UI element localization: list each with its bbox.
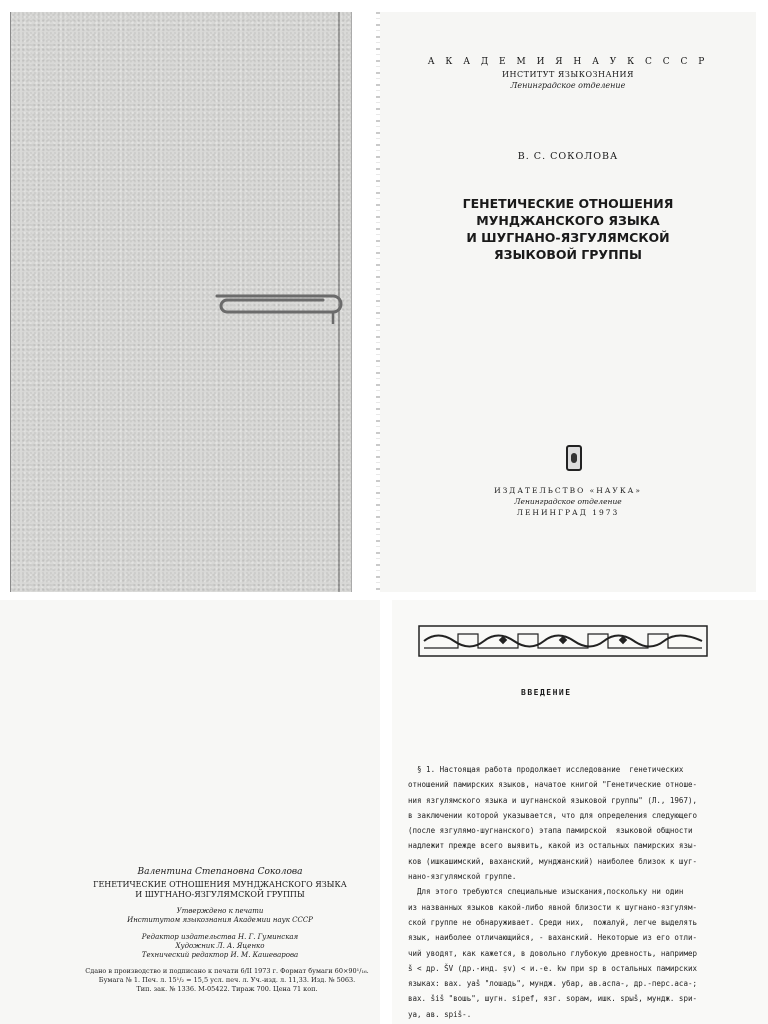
colophon-page bbox=[0, 600, 380, 1024]
publisher-branch: Ленинградское отделение bbox=[514, 497, 622, 506]
greek-key-ornament bbox=[418, 622, 708, 660]
title-line: ЯЗЫКОВОЙ ГРУППЫ bbox=[494, 247, 642, 262]
intro-line: уа, ав. spiš-. bbox=[408, 1009, 472, 1019]
paperclip-icon bbox=[205, 290, 345, 330]
approval-note bbox=[90, 907, 350, 925]
intro-line: ков (ишкашимский, ваханский, мунджанский) наиболее близок к шуг- bbox=[408, 856, 697, 866]
intro-line: š < др. ŠV (др.-инд. ṣv) < и.-е. kw при sp в остальных памирских bbox=[408, 963, 697, 973]
intro-line: чий уводят, как кажется, в довольно глубокую древность, например bbox=[408, 948, 697, 958]
print-line: Тип. зак. № 1336. М-05422. Тираж 700. Цена 71 коп. bbox=[136, 985, 318, 993]
intro-line: надлежит прежде всего выявить, какой из остальных памирских язы- bbox=[408, 841, 697, 851]
colophon-title bbox=[90, 880, 350, 900]
intro-line: из названных языков какой-либо явной близости к шугнано-язгулям- bbox=[408, 902, 697, 912]
title-line: И ШУГНАНО-ЯЗГУЛЯМСКОЙ bbox=[466, 230, 670, 245]
approval-line: Утверждено к печати bbox=[176, 907, 264, 915]
intro-line: в заключении которой указывается, что для определения следующего bbox=[408, 810, 697, 820]
publisher-name: ИЗДАТЕЛЬСТВО «НАУКА» bbox=[494, 486, 642, 495]
colophon-title-line: ГЕНЕТИЧЕСКИЕ ОТНОШЕНИЯ МУНДЖАНСКОГО ЯЗЫКА bbox=[93, 880, 347, 889]
print-line: Бумага № 1. Печ. л. 15¹/₂ = 15,5 усл. печ. л. Уч.-изд. л. 11,33. Изд. № 5063. bbox=[98, 976, 356, 984]
colophon-author: Валентина Степановна Соколова bbox=[137, 867, 303, 877]
intro-line: языках: вах. yaš "лошадь", мундж. yбар, ав.аспа-, др.-перс.аса-; bbox=[408, 979, 697, 989]
editor-line: Технический редактор И. М. Кашеварова bbox=[141, 951, 299, 959]
editor-line: Художник Л. А. Яценко bbox=[175, 942, 265, 950]
intro-line: отношений памирских языков, начатое книгой "Генетические отноше- bbox=[408, 780, 697, 790]
nauka-logo-icon bbox=[566, 445, 582, 471]
editor-line: Редактор издательства Н. Г. Гуминская bbox=[141, 933, 299, 941]
intro-line: язык, наиболее отличающийся, - ваханский. Некоторые из его отли- bbox=[408, 933, 697, 943]
colophon-title-line: И ШУГНАНО-ЯЗГУЛЯМСКОЙ ГРУППЫ bbox=[135, 890, 305, 899]
intro-line: ния язгулямского языка и шугнанской языковой группы" (Л., 1967), bbox=[408, 795, 697, 805]
print-details bbox=[82, 967, 372, 994]
city-year: ЛЕНИНГРАД 1973 bbox=[516, 508, 620, 517]
intro-line: нано-язгулямской группе. bbox=[408, 872, 517, 882]
editor-credits bbox=[90, 933, 350, 960]
intro-heading: ВВЕДЕНИЕ bbox=[521, 688, 572, 697]
print-line: Сдано в производство и подписано к печати 6/II 1973 г. Формат бумаги 60×90¹/₁₆. bbox=[85, 967, 369, 975]
author-name: В. С. СОКОЛОВА bbox=[517, 151, 619, 162]
title-line: ГЕНЕТИЧЕСКИЕ ОТНОШЕНИЯ bbox=[462, 196, 674, 211]
intro-line: (после язгулямо-шугнанского) этапа памирской языковой общности bbox=[408, 826, 693, 836]
institute-name: ИНСТИТУТ ЯЗЫКОЗНАНИЯ bbox=[502, 70, 634, 79]
approval-line: Институтом языкознания Академии наук СССР bbox=[127, 916, 313, 924]
academy-name: А К А Д Е М И Я Н А У К С С С Р bbox=[427, 57, 709, 67]
intro-line: ской группе не обнаруживает. Среди них, пожалуй, легче выделять bbox=[408, 917, 697, 927]
book-title bbox=[380, 195, 756, 263]
title-line: МУНДЖАНСКОГО ЯЗЫКА bbox=[476, 213, 660, 228]
intro-line: вах. šiš "вошь", шугн. sipef, язг. sорам, ишк. spыš, мундж. spи- bbox=[408, 994, 697, 1004]
intro-line: § 1. Настоящая работа продолжает исследование генетических bbox=[408, 765, 684, 774]
branch-name: Ленинградское отделение bbox=[510, 81, 626, 90]
intro-body bbox=[408, 762, 728, 1022]
intro-line: Для этого требуются специальные изыскания,поскольку ни один bbox=[408, 887, 684, 897]
